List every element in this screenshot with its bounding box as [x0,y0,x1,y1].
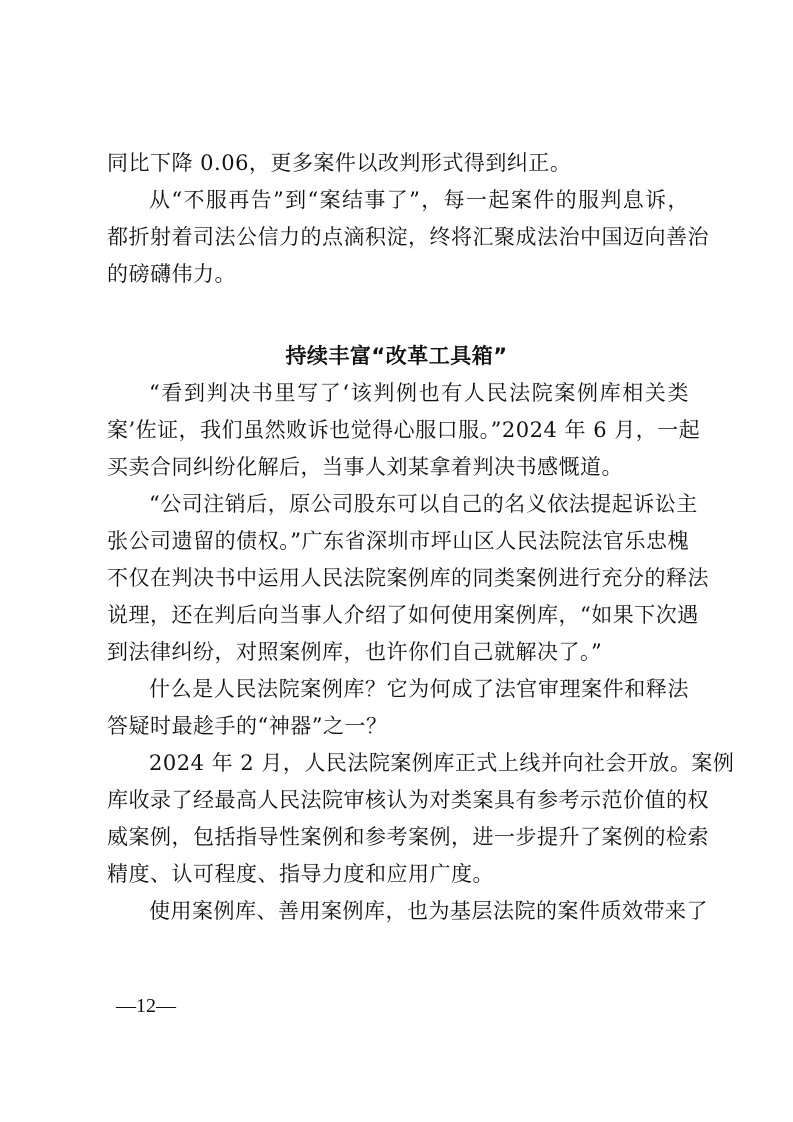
page-number: —12— [116,995,176,1017]
paragraph-line: 张公司遗留的债权。”广东省深圳市坪山区人民法院法官乐忠槐 [107,529,689,553]
paragraph-line: 不仅在判决书中运用人民法院案例库的同类案例进行充分的释法 [107,566,709,590]
paragraph-line: 答疑时最趁手的“神器”之一？ [107,714,388,738]
section-heading: 持续丰富“改革工具箱” [285,344,508,368]
paragraph-line: 说理，还在判后向当事人介绍了如何使用案例库，“如果下次遇 [107,603,699,627]
paragraph-line: 什么是人民法院案例库？它为何成了法官审理案件和释法 [149,677,689,701]
paragraph-line: 的磅礴伟力。 [107,262,236,286]
paragraph-line: 使用案例库、善用案例库，也为基层法院的案件质效带来了 [149,899,708,923]
paragraph-line: 库收录了经最高人民法院审核认为对类案具有参考示范价值的权 [107,788,709,812]
paragraph-line: 从“不服再告”到“案结事了”，每一起案件的服判息诉， [149,188,689,212]
paragraph-line: 精度、认可程度、指导力度和应用广度。 [107,862,494,886]
paragraph-line: 都折射着司法公信力的点滴积淀，终将汇聚成法治中国迈向善治 [107,225,709,249]
paragraph-line: 到法律纠纷，对照案例库，也许你们自己就解决了。” [107,640,603,664]
paragraph-line: “看到判决书里写了‘该判例也有人民法院案例库相关类 [149,381,689,405]
paragraph-line: 同比下降 0.06，更多案件以改判形式得到纠正。 [107,151,572,175]
intro-paragraphs [107,145,709,293]
paragraph-line: 2024 年 2 月，人民法院案例库正式上线并向社会开放。案例 [149,751,735,775]
paragraph-line: 买卖合同纠纷化解后，当事人刘某拿着判决书感慨道。 [107,455,623,479]
paragraph-line: 威案例，包括指导性案例和参考案例，进一步提升了案例的检索 [107,825,709,849]
paragraph-line: 案’佐证，我们虽然败诉也觉得心服口服。”2024 年 6 月，一起 [107,418,701,442]
body-paragraphs [107,375,735,930]
paragraph-line: “公司注销后，原公司股东可以自己的名义依法提起诉讼主 [149,492,698,516]
